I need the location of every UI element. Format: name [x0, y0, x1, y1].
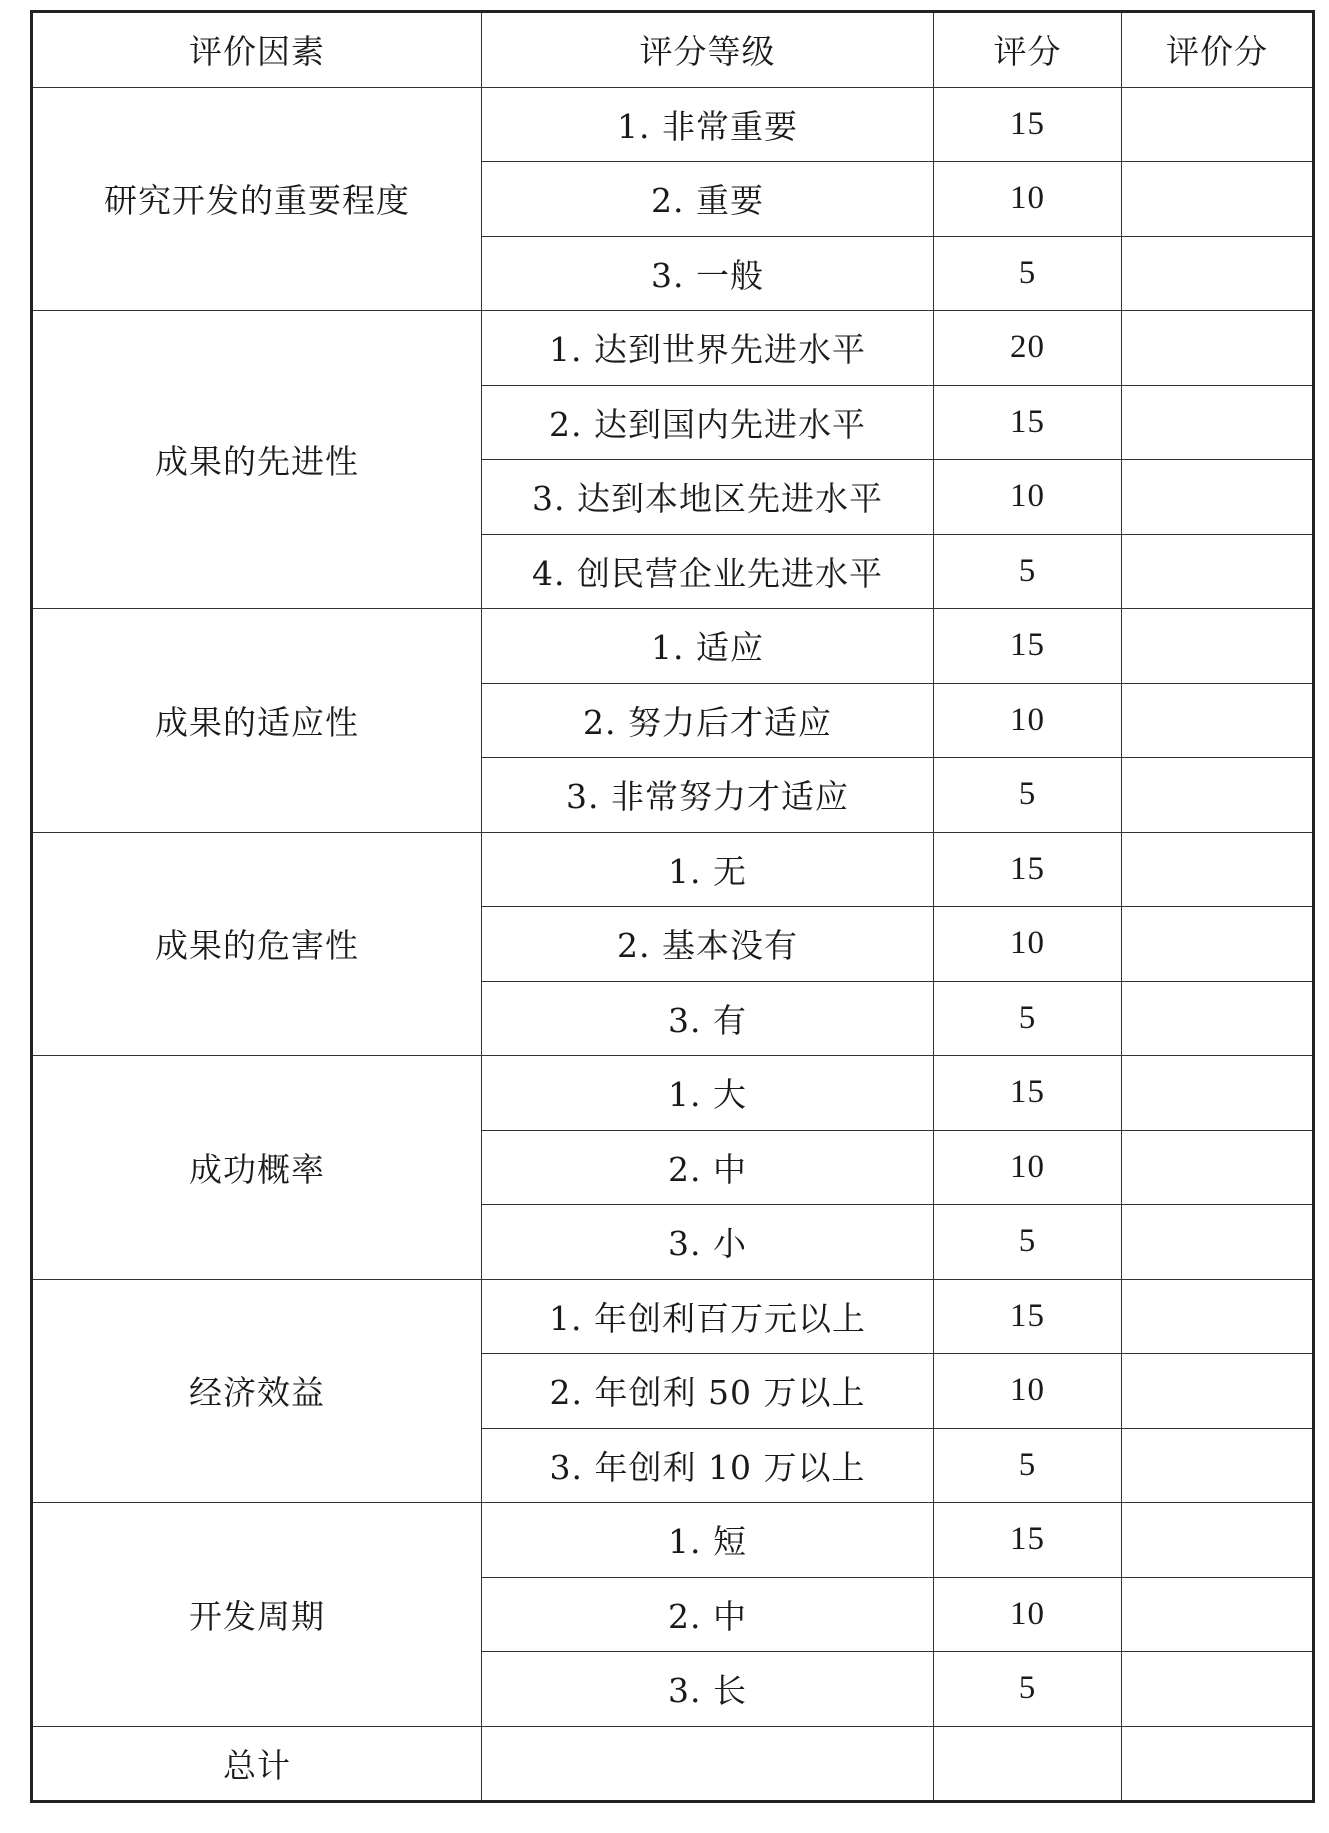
total-label: 总计 [32, 1726, 482, 1802]
eval-score-cell [1122, 1130, 1314, 1205]
grade-cell: 2. 重要 [482, 162, 934, 237]
table-row [32, 1056, 1314, 1131]
score-cell: 5 [934, 236, 1122, 311]
header-row [32, 12, 1314, 88]
grade-cell: 2. 基本没有 [482, 907, 934, 982]
score-cell: 15 [934, 87, 1122, 162]
score-cell: 10 [934, 162, 1122, 237]
score-cell: 10 [934, 1577, 1122, 1652]
table-row [32, 1503, 1314, 1578]
eval-score-cell [1122, 1652, 1314, 1727]
eval-score-cell [1122, 1279, 1314, 1354]
score-cell: 20 [934, 311, 1122, 386]
factor-cell: 成果的适应性 [32, 609, 482, 833]
eval-score-cell [1122, 1056, 1314, 1131]
grade-cell: 2. 中 [482, 1130, 934, 1205]
score-cell: 15 [934, 832, 1122, 907]
score-cell: 15 [934, 1279, 1122, 1354]
grade-cell: 3. 非常努力才适应 [482, 758, 934, 833]
eval-score-cell [1122, 311, 1314, 386]
grade-cell: 3. 小 [482, 1205, 934, 1280]
score-cell: 5 [934, 1205, 1122, 1280]
eval-score-cell [1122, 1205, 1314, 1280]
grade-cell: 2. 达到国内先进水平 [482, 385, 934, 460]
table-row [32, 87, 1314, 162]
score-cell: 10 [934, 1130, 1122, 1205]
table-row [32, 1279, 1314, 1354]
score-cell: 5 [934, 758, 1122, 833]
grade-cell: 1. 短 [482, 1503, 934, 1578]
eval-score-cell [1122, 981, 1314, 1056]
grade-cell: 3. 一般 [482, 236, 934, 311]
score-cell: 10 [934, 907, 1122, 982]
eval-score-cell [1122, 534, 1314, 609]
factor-cell: 经济效益 [32, 1279, 482, 1503]
total-row [32, 1726, 1314, 1802]
factor-cell: 开发周期 [32, 1503, 482, 1727]
score-cell: 15 [934, 1056, 1122, 1131]
eval-score-cell [1122, 1428, 1314, 1503]
header-grade: 评分等级 [482, 12, 934, 88]
factor-cell: 成功概率 [32, 1056, 482, 1280]
score-cell: 15 [934, 1503, 1122, 1578]
table-body [32, 87, 1314, 1726]
grade-cell: 3. 年创利 10 万以上 [482, 1428, 934, 1503]
score-cell: 5 [934, 1652, 1122, 1727]
eval-score-cell [1122, 1354, 1314, 1429]
score-cell: 5 [934, 981, 1122, 1056]
grade-cell: 4. 创民营企业先进水平 [482, 534, 934, 609]
eval-score-cell [1122, 609, 1314, 684]
total-score-cell [934, 1726, 1122, 1802]
grade-cell: 2. 年创利 50 万以上 [482, 1354, 934, 1429]
header-eval-score: 评价分 [1122, 12, 1314, 88]
grade-cell: 1. 年创利百万元以上 [482, 1279, 934, 1354]
header-factor: 评价因素 [32, 12, 482, 88]
score-cell: 5 [934, 1428, 1122, 1503]
grade-cell: 3. 长 [482, 1652, 934, 1727]
score-cell: 15 [934, 385, 1122, 460]
eval-score-cell [1122, 1577, 1314, 1652]
grade-cell: 3. 有 [482, 981, 934, 1056]
eval-score-cell [1122, 832, 1314, 907]
table-row [32, 609, 1314, 684]
grade-cell: 1. 非常重要 [482, 87, 934, 162]
grade-cell: 1. 达到世界先进水平 [482, 311, 934, 386]
grade-cell: 3. 达到本地区先进水平 [482, 460, 934, 535]
factor-cell: 成果的危害性 [32, 832, 482, 1056]
eval-score-cell [1122, 236, 1314, 311]
grade-cell: 1. 无 [482, 832, 934, 907]
evaluation-table [30, 10, 1315, 1803]
eval-score-cell [1122, 385, 1314, 460]
score-cell: 15 [934, 609, 1122, 684]
eval-score-cell [1122, 87, 1314, 162]
score-cell: 10 [934, 1354, 1122, 1429]
table-row [32, 832, 1314, 907]
eval-score-cell [1122, 758, 1314, 833]
score-cell: 5 [934, 534, 1122, 609]
eval-score-cell [1122, 460, 1314, 535]
factor-cell: 成果的先进性 [32, 311, 482, 609]
eval-score-cell [1122, 683, 1314, 758]
grade-cell: 2. 努力后才适应 [482, 683, 934, 758]
grade-cell: 1. 适应 [482, 609, 934, 684]
total-eval-cell [1122, 1726, 1314, 1802]
grade-cell: 2. 中 [482, 1577, 934, 1652]
grade-cell: 1. 大 [482, 1056, 934, 1131]
score-cell: 10 [934, 460, 1122, 535]
total-grade-cell [482, 1726, 934, 1802]
table-row [32, 311, 1314, 386]
eval-score-cell [1122, 907, 1314, 982]
header-score: 评分 [934, 12, 1122, 88]
eval-score-cell [1122, 1503, 1314, 1578]
score-cell: 10 [934, 683, 1122, 758]
factor-cell: 研究开发的重要程度 [32, 87, 482, 311]
eval-score-cell [1122, 162, 1314, 237]
